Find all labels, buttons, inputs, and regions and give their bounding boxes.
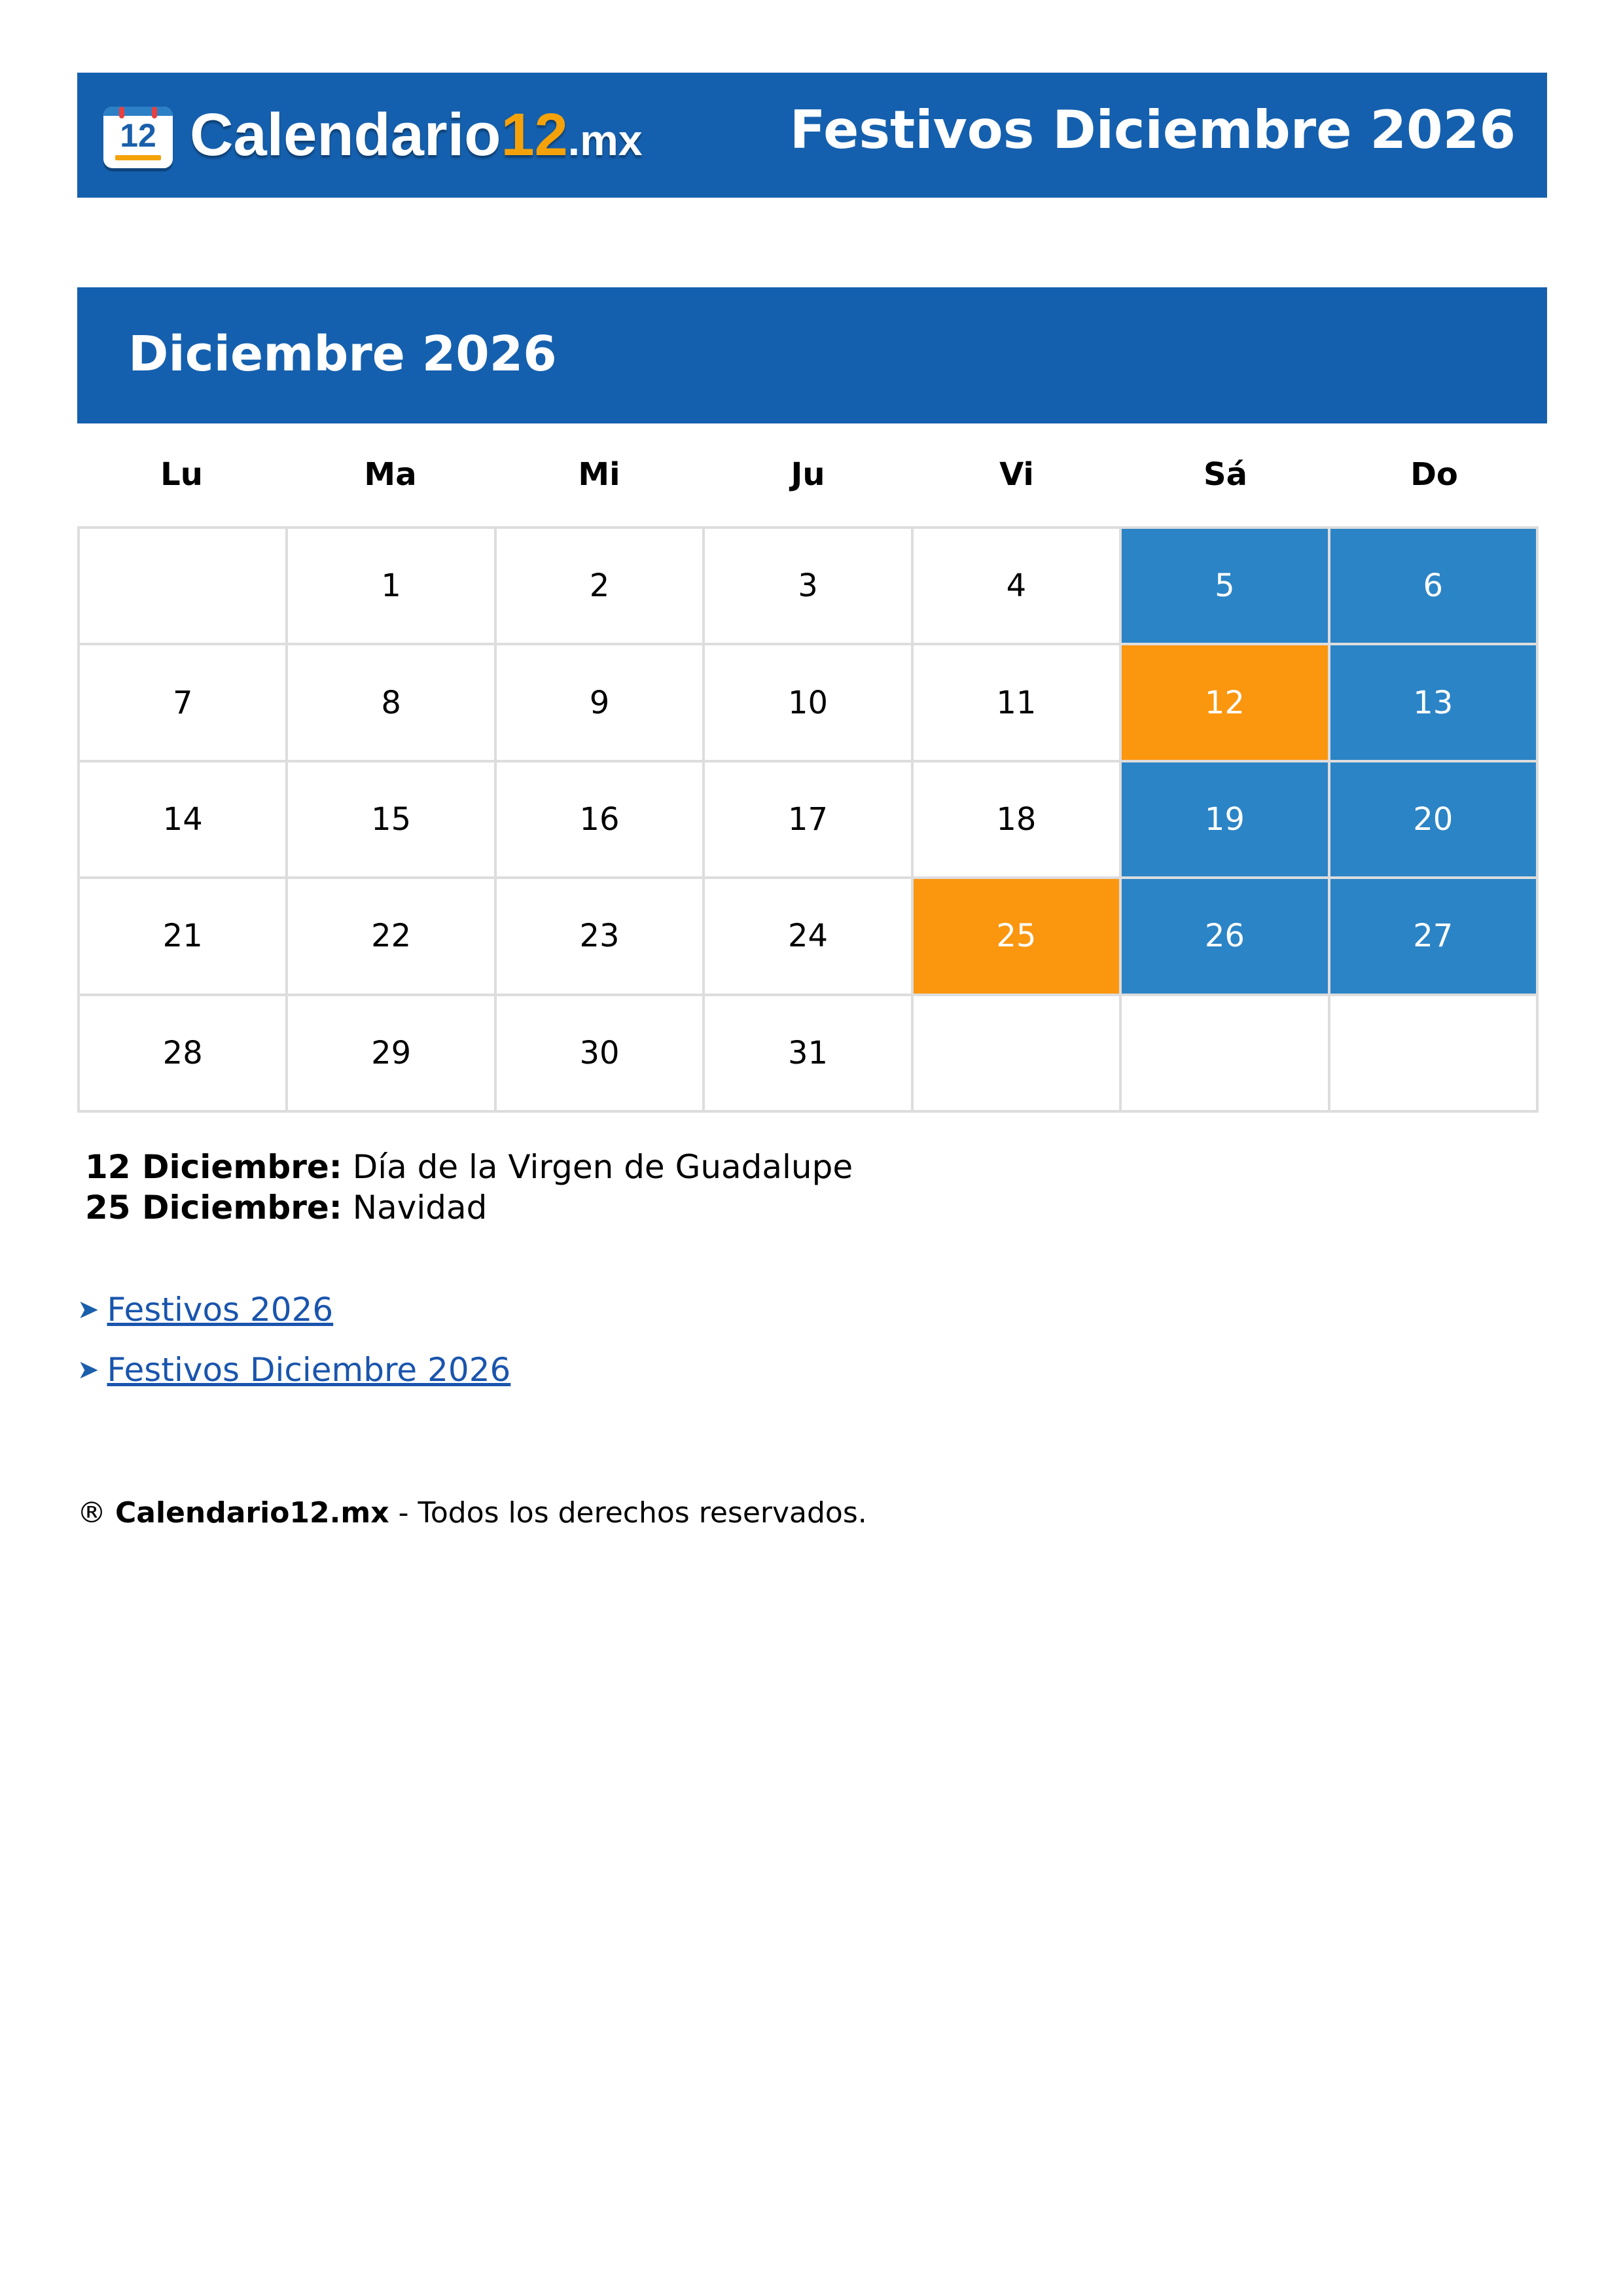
day-cell: 4: [914, 529, 1122, 645]
calendar-icon-top: [103, 107, 173, 116]
day-cell: 1: [288, 529, 496, 645]
day-cell: 10: [705, 645, 913, 762]
day-cell: 31: [705, 996, 913, 1113]
calendar-icon: [103, 107, 173, 168]
day-cell: 17: [705, 762, 913, 879]
holiday-list: [85, 1147, 853, 1228]
holiday-item: [85, 1147, 853, 1187]
logo[interactable]: [103, 101, 643, 173]
day-cell: 30: [497, 996, 705, 1113]
day-cell: 8: [288, 645, 496, 762]
calendar-grid: [77, 526, 1539, 1113]
calendar-icon-number: 12: [120, 117, 156, 154]
link-festivos-diciembre-2026[interactable]: Festivos Diciembre 2026: [107, 1351, 511, 1389]
logo-text: [190, 99, 643, 176]
day-cell: 3: [705, 529, 913, 645]
day-cell: 24: [705, 879, 913, 996]
day-cell: 16: [497, 762, 705, 879]
arrow-right-icon: ➤: [77, 1295, 99, 1325]
link-festivos-2026[interactable]: Festivos 2026: [107, 1291, 334, 1329]
link-item: [77, 1347, 510, 1407]
weekday-label: Lu: [160, 456, 203, 493]
holiday-name: Día de la Virgen de Guadalupe: [352, 1148, 853, 1186]
empty-day-cell: [1122, 996, 1330, 1113]
day-cell: 22: [288, 879, 496, 996]
empty-day-cell: [80, 529, 288, 645]
holiday-date: 25 Diciembre:: [85, 1189, 342, 1227]
day-cell: 29: [288, 996, 496, 1113]
day-cell: 15: [288, 762, 496, 879]
weekday-label: Mi: [578, 456, 620, 493]
holiday-name: Navidad: [352, 1189, 488, 1227]
weekend-day-cell: 26: [1122, 879, 1330, 996]
weekend-day-cell: 19: [1122, 762, 1330, 879]
calendar-icon-bar: [115, 155, 161, 160]
weekend-day-cell: 6: [1330, 529, 1539, 645]
day-cell: 7: [80, 645, 288, 762]
day-cell: 2: [497, 529, 705, 645]
day-cell: 9: [497, 645, 705, 762]
day-cell: 11: [914, 645, 1122, 762]
weekday-label: Do: [1410, 456, 1458, 493]
footer-text: - Todos los derechos reservados.: [398, 1496, 867, 1530]
arrow-right-icon: ➤: [77, 1355, 99, 1385]
logo-name: Calendario: [190, 101, 501, 168]
weekday-label: Sá: [1204, 456, 1247, 493]
day-cell: 23: [497, 879, 705, 996]
month-header: [77, 287, 1547, 423]
weekday-header-row: [77, 445, 1539, 504]
weekend-day-cell: 13: [1330, 645, 1539, 762]
link-item: [77, 1287, 510, 1347]
link-list: [77, 1287, 510, 1407]
day-cell: 18: [914, 762, 1122, 879]
page-title: Festivos Diciembre 2026: [789, 99, 1516, 160]
footer: [77, 1494, 867, 1533]
weekend-day-cell: 5: [1122, 529, 1330, 645]
weekend-day-cell: 20: [1330, 762, 1539, 879]
weekday-label: Vi: [999, 456, 1034, 493]
logo-tld: .mx: [567, 116, 643, 164]
month-title: Diciembre 2026: [128, 326, 557, 382]
footer-brand: Calendario12.mx: [115, 1496, 389, 1530]
weekday-label: Ju: [791, 456, 825, 493]
logo-number: 12: [501, 101, 568, 168]
weekend-day-cell: 27: [1330, 879, 1539, 996]
empty-day-cell: [914, 996, 1122, 1113]
holiday-item: [85, 1187, 853, 1228]
day-cell: 28: [80, 996, 288, 1113]
empty-day-cell: [1330, 996, 1539, 1113]
header-bar: [77, 73, 1547, 198]
day-cell: 14: [80, 762, 288, 879]
holiday-day-cell: 25: [914, 879, 1122, 996]
holiday-date: 12 Diciembre:: [85, 1148, 342, 1186]
day-cell: 21: [80, 879, 288, 996]
holiday-day-cell: 12: [1122, 645, 1330, 762]
weekday-label: Ma: [364, 456, 417, 493]
registered-symbol: ®: [77, 1496, 106, 1530]
